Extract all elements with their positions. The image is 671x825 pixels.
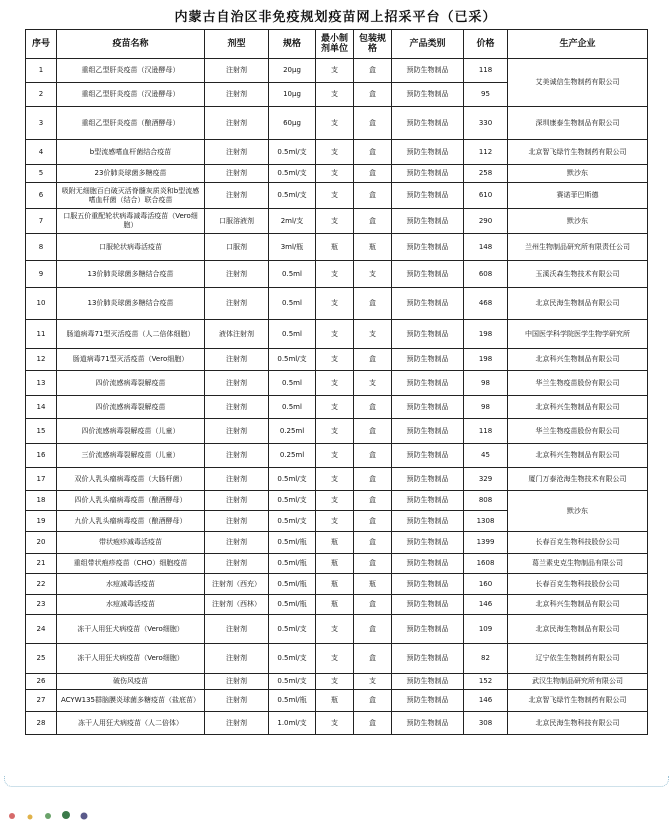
cell-name: 肠道病毒71型灭活疫苗（人二倍体细胞）: [57, 320, 205, 349]
cell-spec: 0.5ml: [269, 396, 316, 419]
cell-spec: 0.5ml: [269, 261, 316, 288]
cell-form: 注射剂: [205, 419, 269, 444]
cell-price: 152: [464, 674, 508, 690]
cell-unit: 支: [316, 140, 354, 165]
cell-name: 九价人乳头瘤病毒疫苗（酿酒酵母）: [57, 511, 205, 532]
cell-spec: 0.25ml: [269, 419, 316, 444]
cell-price: 468: [464, 288, 508, 320]
cell-no: 16: [26, 444, 57, 468]
col-header-price: 价格: [464, 30, 508, 59]
cell-category: 预防生物制品: [392, 234, 464, 261]
cell-no: 10: [26, 288, 57, 320]
cell-maker: 艾美诚信生物制药有限公司: [508, 59, 648, 107]
cell-maker: 北京科兴生物制品有限公司: [508, 444, 648, 468]
cell-pack: 盒: [354, 491, 392, 511]
cell-no: 27: [26, 690, 57, 712]
cell-name: 13价肺炎球菌多糖结合疫苗: [57, 261, 205, 288]
cell-maker: 兰州生物制品研究所有限责任公司: [508, 234, 648, 261]
cell-price: 329: [464, 468, 508, 491]
cell-maker: 北京科兴生物制品有限公司: [508, 349, 648, 371]
cell-no: 11: [26, 320, 57, 349]
table-row: [26, 165, 648, 183]
table-row: [26, 419, 648, 444]
cell-form: 注射剂: [205, 183, 269, 209]
table-row: [26, 396, 648, 419]
cell-form: 注射剂: [205, 349, 269, 371]
cell-form: 注射剂: [205, 712, 269, 735]
cell-unit: 支: [316, 674, 354, 690]
table-row: [26, 712, 648, 735]
cell-name: b型流感嗜血杆菌结合疫苗: [57, 140, 205, 165]
cell-maker: 长春百克生物科技股份公司: [508, 532, 648, 554]
cell-name: 水痘减毒活疫苗: [57, 574, 205, 595]
cell-price: 98: [464, 396, 508, 419]
cell-price: 95: [464, 83, 508, 107]
cell-price: 258: [464, 165, 508, 183]
cell-category: 预防生物制品: [392, 595, 464, 615]
cell-maker: 北京智飞绿竹生物制药有限公司: [508, 140, 648, 165]
cell-name: 23价肺炎球菌多糖疫苗: [57, 165, 205, 183]
table-row: [26, 532, 648, 554]
cell-category: 预防生物制品: [392, 140, 464, 165]
cell-name: 四价流感病毒裂解疫苗（儿童）: [57, 419, 205, 444]
cell-name: 四价人乳头瘤病毒疫苗（酿酒酵母）: [57, 491, 205, 511]
cell-name: 13价肺炎球菌多糖结合疫苗: [57, 288, 205, 320]
cell-unit: 支: [316, 444, 354, 468]
cell-unit: 支: [316, 209, 354, 234]
cell-spec: 60μg: [269, 107, 316, 140]
cell-maker: 默沙东: [508, 491, 648, 532]
cell-no: 28: [26, 712, 57, 735]
cell-no: 21: [26, 554, 57, 574]
cell-pack: 盒: [354, 615, 392, 644]
cell-pack: 盒: [354, 107, 392, 140]
cell-maker: 深圳康泰生物制品有限公司: [508, 107, 648, 140]
cell-price: 808: [464, 491, 508, 511]
cell-pack: 支: [354, 371, 392, 396]
cell-pack: 支: [354, 261, 392, 288]
cell-name: 双价人乳头瘤病毒疫苗（大肠杆菌）: [57, 468, 205, 491]
cell-form: 注射剂: [205, 532, 269, 554]
cell-price: 45: [464, 444, 508, 468]
cell-name: 重组乙型肝炎疫苗（酿酒酵母）: [57, 107, 205, 140]
cell-no: 5: [26, 165, 57, 183]
header-row: [26, 30, 648, 59]
cell-category: 预防生物制品: [392, 491, 464, 511]
cell-category: 预防生物制品: [392, 320, 464, 349]
cell-pack: 盒: [354, 595, 392, 615]
cell-form: 注射剂: [205, 261, 269, 288]
cell-spec: 2ml/支: [269, 209, 316, 234]
page-title: 内蒙古自治区非免疫规划疫苗网上招采平台（已采）: [174, 10, 497, 25]
cell-price: 198: [464, 349, 508, 371]
cell-name: 带状疱疹减毒活疫苗: [57, 532, 205, 554]
cell-unit: 瓶: [316, 574, 354, 595]
cell-unit: 支: [316, 165, 354, 183]
cell-form: 注射剂: [205, 107, 269, 140]
cell-form: 注射剂: [205, 674, 269, 690]
cell-category: 预防生物制品: [392, 644, 464, 674]
cell-unit: 支: [316, 712, 354, 735]
cell-category: 预防生物制品: [392, 444, 464, 468]
cell-name: 四价流感病毒裂解疫苗: [57, 396, 205, 419]
cell-name: 口服轮状病毒活疫苗: [57, 234, 205, 261]
table-row: [26, 320, 648, 349]
cell-category: 预防生物制品: [392, 371, 464, 396]
table-row: [26, 554, 648, 574]
cell-form: 注射剂: [205, 396, 269, 419]
cell-name: 口服五价重配轮状病毒减毒活疫苗（Vero细胞）: [57, 209, 205, 234]
cell-pack: 盒: [354, 396, 392, 419]
cell-pack: 盒: [354, 83, 392, 107]
cell-spec: 3ml/瓶: [269, 234, 316, 261]
cell-category: 预防生物制品: [392, 574, 464, 595]
cell-name: 重组乙型肝炎疫苗（汉逊酵母）: [57, 59, 205, 83]
cell-spec: 1.0ml/支: [269, 712, 316, 735]
col-header-maker: 生产企业: [508, 30, 648, 59]
table-row: [26, 107, 648, 140]
cell-spec: 0.5ml/支: [269, 468, 316, 491]
cell-maker: 北京科兴生物制品有限公司: [508, 396, 648, 419]
cell-form: 注射剂: [205, 140, 269, 165]
cell-no: 24: [26, 615, 57, 644]
cell-pack: 盒: [354, 511, 392, 532]
cell-category: 预防生物制品: [392, 511, 464, 532]
cell-pack: 瓶: [354, 574, 392, 595]
cell-form: 注射剂: [205, 468, 269, 491]
cell-unit: 支: [316, 107, 354, 140]
cell-unit: 支: [316, 59, 354, 83]
cell-maker: 武汉生物制品研究所有限公司: [508, 674, 648, 690]
cell-form: 注射剂: [205, 690, 269, 712]
cell-maker: 北京民海生物制品有限公司: [508, 288, 648, 320]
cell-name: 冻干人用狂犬病疫苗（Vero细胞）: [57, 644, 205, 674]
cell-price: 1608: [464, 554, 508, 574]
cell-unit: 支: [316, 261, 354, 288]
cell-pack: 盒: [354, 554, 392, 574]
cell-no: 20: [26, 532, 57, 554]
cell-pack: 支: [354, 320, 392, 349]
col-header-no: 序号: [26, 30, 57, 59]
cell-pack: 盒: [354, 165, 392, 183]
cell-price: 290: [464, 209, 508, 234]
cell-no: 25: [26, 644, 57, 674]
table-row: [26, 140, 648, 165]
vaccine-table: [25, 29, 648, 735]
cell-category: 预防生物制品: [392, 107, 464, 140]
cell-pack: 盒: [354, 468, 392, 491]
cell-unit: 支: [316, 511, 354, 532]
cell-pack: 盒: [354, 532, 392, 554]
table-row: [26, 444, 648, 468]
cell-maker: 玉溪沃森生物技术有限公司: [508, 261, 648, 288]
cell-price: 610: [464, 183, 508, 209]
cell-no: 23: [26, 595, 57, 615]
cell-spec: 0.5ml/支: [269, 615, 316, 644]
cell-form: 注射剂: [205, 554, 269, 574]
cell-spec: 0.5ml: [269, 288, 316, 320]
cell-unit: 支: [316, 183, 354, 209]
cell-form: 注射剂: [205, 165, 269, 183]
cell-pack: 盒: [354, 183, 392, 209]
cell-spec: 0.5ml/支: [269, 644, 316, 674]
cell-no: 9: [26, 261, 57, 288]
table-row: [26, 491, 648, 511]
cell-unit: 瓶: [316, 554, 354, 574]
cell-category: 预防生物制品: [392, 532, 464, 554]
table-row: [26, 261, 648, 288]
cell-spec: 0.5ml/瓶: [269, 532, 316, 554]
cell-pack: 盒: [354, 209, 392, 234]
cell-price: 118: [464, 59, 508, 83]
cell-name: 吸附无细胞百白破灭活脊髓灰质炎和b型流感嗜血杆菌（结合）联合疫苗: [57, 183, 205, 209]
cell-maker: 长春百克生物科技股份公司: [508, 574, 648, 595]
table-row: [26, 468, 648, 491]
cell-category: 预防生物制品: [392, 349, 464, 371]
cell-price: 330: [464, 107, 508, 140]
cell-price: 308: [464, 712, 508, 735]
cell-spec: 0.5ml: [269, 320, 316, 349]
cell-price: 98: [464, 371, 508, 396]
cell-form: 注射剂: [205, 511, 269, 532]
cell-form: 注射剂: [205, 491, 269, 511]
cell-pack: 盒: [354, 59, 392, 83]
cell-category: 预防生物制品: [392, 396, 464, 419]
cell-maker: 默沙东: [508, 209, 648, 234]
cell-name: 重组带状疱疹疫苗（CHO）细胞疫苗: [57, 554, 205, 574]
col-header-form: 剂型: [205, 30, 269, 59]
cell-price: 118: [464, 419, 508, 444]
cell-unit: 支: [316, 320, 354, 349]
cell-price: 146: [464, 595, 508, 615]
cell-unit: 瓶: [316, 690, 354, 712]
cell-spec: 0.5ml/支: [269, 165, 316, 183]
cell-maker: 辽宁依生生物制药有限公司: [508, 644, 648, 674]
cell-unit: 支: [316, 644, 354, 674]
cell-pack: 盒: [354, 712, 392, 735]
cell-spec: 0.5ml/瓶: [269, 595, 316, 615]
cell-unit: 支: [316, 468, 354, 491]
cell-no: 26: [26, 674, 57, 690]
table-row: [26, 209, 648, 234]
cell-unit: 支: [316, 615, 354, 644]
cell-price: 198: [464, 320, 508, 349]
cell-price: 1308: [464, 511, 508, 532]
table-row: [26, 59, 648, 83]
cell-unit: 瓶: [316, 532, 354, 554]
decorative-figures-icon: [4, 808, 104, 822]
cell-spec: 0.5ml/支: [269, 674, 316, 690]
cell-name: 四价流感病毒裂解疫苗: [57, 371, 205, 396]
cell-name: 冻干人用狂犬病疫苗（人二倍体）: [57, 712, 205, 735]
cell-unit: 支: [316, 83, 354, 107]
cell-category: 预防生物制品: [392, 615, 464, 644]
cell-category: 预防生物制品: [392, 83, 464, 107]
cell-form: 注射剂: [205, 59, 269, 83]
cell-name: ACYW135群脑膜炎球菌多糖疫苗（盐底苗）: [57, 690, 205, 712]
table-row: [26, 574, 648, 595]
cell-pack: 盒: [354, 690, 392, 712]
cell-form: 注射剂: [205, 644, 269, 674]
cell-unit: 支: [316, 491, 354, 511]
cell-no: 12: [26, 349, 57, 371]
cell-price: 608: [464, 261, 508, 288]
cell-maker: 默沙东: [508, 165, 648, 183]
cell-name: 肠道病毒71型灭活疫苗（Vero细胞）: [57, 349, 205, 371]
cell-category: 预防生物制品: [392, 261, 464, 288]
cell-unit: 支: [316, 371, 354, 396]
cell-name: 重组乙型肝炎疫苗（汉逊酵母）: [57, 83, 205, 107]
cell-maker: 葛兰素史克生物制品有限公司: [508, 554, 648, 574]
cell-form: 注射剂: [205, 371, 269, 396]
cell-maker: 中国医学科学院医学生物学研究所: [508, 320, 648, 349]
cell-maker: 北京智飞绿竹生物制药有限公司: [508, 690, 648, 712]
cell-pack: 盒: [354, 644, 392, 674]
cell-unit: 支: [316, 288, 354, 320]
table-row: [26, 644, 648, 674]
cell-name: 水痘减毒活疫苗: [57, 595, 205, 615]
cell-no: 2: [26, 83, 57, 107]
cell-category: 预防生物制品: [392, 165, 464, 183]
cell-maker: 北京民海生物制品有限公司: [508, 615, 648, 644]
cell-pack: 支: [354, 674, 392, 690]
cell-category: 预防生物制品: [392, 288, 464, 320]
cell-price: 146: [464, 690, 508, 712]
cell-maker: 华兰生物疫苗股份有限公司: [508, 419, 648, 444]
cell-no: 18: [26, 491, 57, 511]
cell-category: 预防生物制品: [392, 183, 464, 209]
cell-category: 预防生物制品: [392, 554, 464, 574]
cell-spec: 0.5ml: [269, 371, 316, 396]
cell-no: 8: [26, 234, 57, 261]
cell-maker: 赛诺菲巴斯德: [508, 183, 648, 209]
cell-no: 1: [26, 59, 57, 83]
cell-category: 预防生物制品: [392, 209, 464, 234]
cell-pack: 瓶: [354, 234, 392, 261]
cell-spec: 0.5ml/支: [269, 491, 316, 511]
cell-spec: 0.5ml/支: [269, 183, 316, 209]
cell-no: 4: [26, 140, 57, 165]
table-row: [26, 674, 648, 690]
cell-name: 冻干人用狂犬病疫苗（Vero细胞）: [57, 615, 205, 644]
cell-spec: 0.5ml/瓶: [269, 690, 316, 712]
cell-maker: 厦门万泰沧海生物技术有限公司: [508, 468, 648, 491]
cell-category: 预防生物制品: [392, 468, 464, 491]
table-row: [26, 595, 648, 615]
page-bottom-border: [4, 776, 669, 787]
cell-name: 三价流感病毒裂解疫苗（儿童）: [57, 444, 205, 468]
cell-pack: 盒: [354, 419, 392, 444]
cell-no: 6: [26, 183, 57, 209]
cell-form: 液体注射剂: [205, 320, 269, 349]
cell-price: 160: [464, 574, 508, 595]
cell-spec: 0.5ml/支: [269, 511, 316, 532]
col-header-pack: 包装规格: [354, 30, 392, 59]
cell-price: 82: [464, 644, 508, 674]
cell-no: 3: [26, 107, 57, 140]
cell-category: 预防生物制品: [392, 674, 464, 690]
cell-unit: 支: [316, 396, 354, 419]
cell-form: 注射剂（西充）: [205, 574, 269, 595]
cell-maker: 华兰生物疫苗股份有限公司: [508, 371, 648, 396]
cell-form: 注射剂: [205, 444, 269, 468]
cell-spec: 0.5ml/支: [269, 349, 316, 371]
cell-unit: 瓶: [316, 234, 354, 261]
cell-price: 1399: [464, 532, 508, 554]
col-header-spec: 规格: [269, 30, 316, 59]
table-row: [26, 234, 648, 261]
cell-unit: 支: [316, 349, 354, 371]
cell-category: 预防生物制品: [392, 419, 464, 444]
cell-form: 口服剂: [205, 234, 269, 261]
table-row: [26, 690, 648, 712]
cell-no: 15: [26, 419, 57, 444]
cell-price: 148: [464, 234, 508, 261]
cell-no: 13: [26, 371, 57, 396]
cell-no: 7: [26, 209, 57, 234]
cell-spec: 0.5ml/支: [269, 140, 316, 165]
cell-category: 预防生物制品: [392, 59, 464, 83]
cell-no: 14: [26, 396, 57, 419]
cell-spec: 20μg: [269, 59, 316, 83]
table-row: [26, 349, 648, 371]
cell-spec: 10μg: [269, 83, 316, 107]
cell-form: 注射剂: [205, 288, 269, 320]
cell-form: 注射剂: [205, 615, 269, 644]
cell-spec: 0.5ml/瓶: [269, 574, 316, 595]
table-row: [26, 615, 648, 644]
cell-spec: 0.25ml: [269, 444, 316, 468]
cell-name: 破伤风疫苗: [57, 674, 205, 690]
cell-category: 预防生物制品: [392, 712, 464, 735]
cell-maker: 北京科兴生物制品有限公司: [508, 595, 648, 615]
cell-form: 注射剂: [205, 83, 269, 107]
col-header-name: 疫苗名称: [57, 30, 205, 59]
cell-maker: 北京民海生物科技有限公司: [508, 712, 648, 735]
col-header-unit: 最小制剂单位: [316, 30, 354, 59]
cell-price: 109: [464, 615, 508, 644]
cell-category: 预防生物制品: [392, 690, 464, 712]
table-row: [26, 288, 648, 320]
cell-no: 22: [26, 574, 57, 595]
table-row: [26, 183, 648, 209]
cell-spec: 0.5ml/瓶: [269, 554, 316, 574]
cell-form: 口服溶液剂: [205, 209, 269, 234]
table-row: [26, 371, 648, 396]
cell-pack: 盒: [354, 140, 392, 165]
cell-price: 112: [464, 140, 508, 165]
cell-pack: 盒: [354, 349, 392, 371]
cell-unit: 瓶: [316, 595, 354, 615]
cell-form: 注射剂（西林）: [205, 595, 269, 615]
cell-no: 17: [26, 468, 57, 491]
cell-no: 19: [26, 511, 57, 532]
cell-unit: 支: [316, 419, 354, 444]
col-header-category: 产品类别: [392, 30, 464, 59]
cell-pack: 盒: [354, 288, 392, 320]
cell-pack: 盒: [354, 444, 392, 468]
